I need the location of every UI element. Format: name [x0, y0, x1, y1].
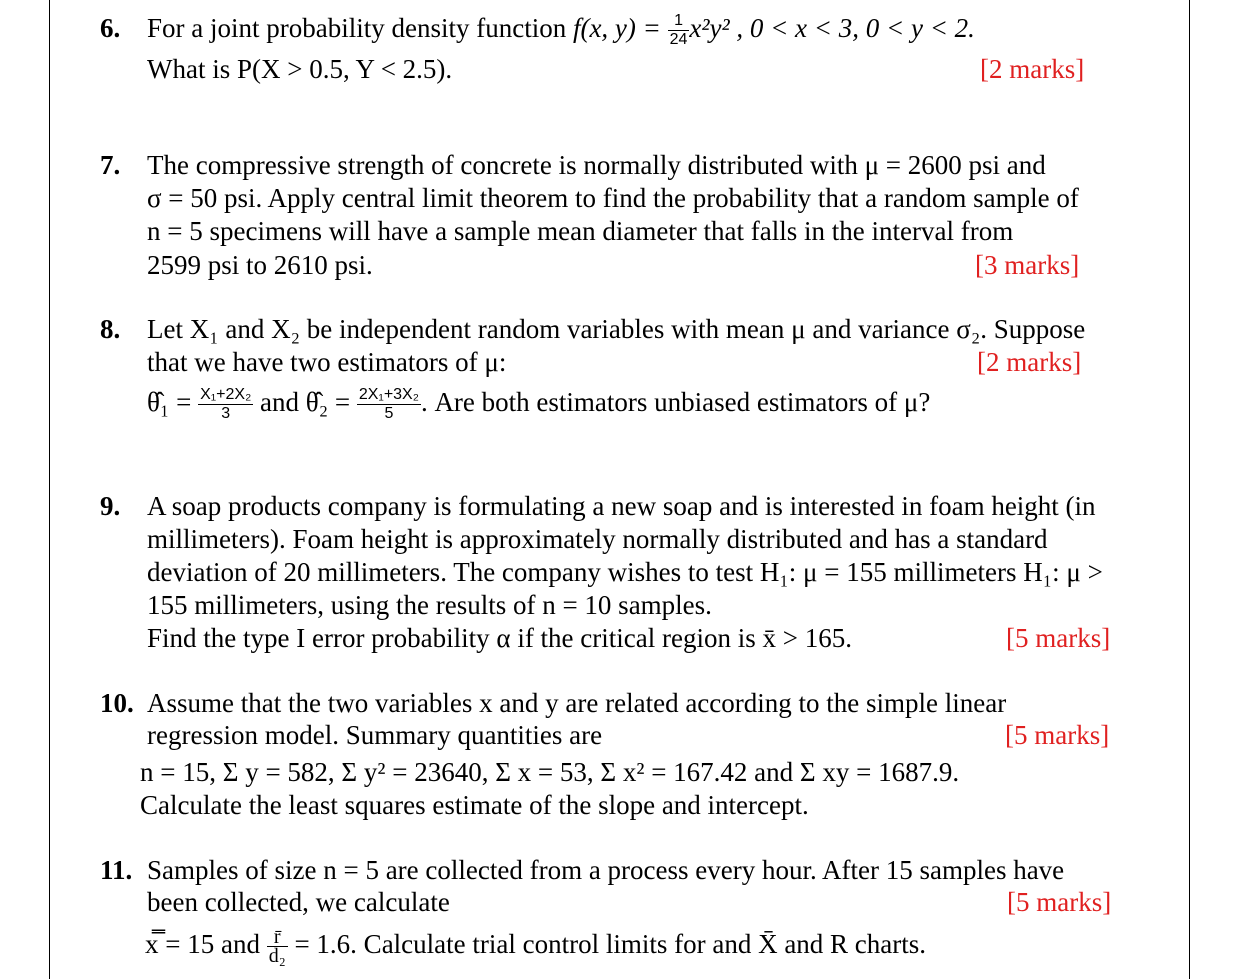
question-line: Samples of size n = 5 are collected from a process every hour. After 15 samples have: [147, 855, 1065, 885]
fraction: $\frac{r̄}{\text{d₂}}$: [268, 926, 286, 968]
question-line: Find the type I error probability α if the critical region is x̄ > 165.: [147, 623, 852, 653]
marks-label: [3 marks]: [975, 250, 1080, 280]
question-line: 2599 psi to 2610 psi.: [147, 250, 373, 280]
question-number: 8.: [100, 314, 121, 344]
question-line: A soap products company is formulating a new soap and is interested in foam height (in: [147, 491, 1096, 521]
fraction: $\frac{\text{2X₁+3X₂}}{5}$: [358, 386, 419, 423]
marks-label: [2 marks]: [980, 54, 1085, 84]
fraction: $\frac{1}{24}$: [669, 12, 688, 49]
question-line: been collected, we calculate: [147, 887, 450, 917]
page-right-border: [1189, 0, 1190, 979]
question-line: σ = 50 psi. Apply central limit theorem to find the probability that a random sample of: [147, 183, 1079, 213]
question-line: that we have two estimators of μ:: [147, 347, 507, 377]
question-line: θ̂₁ = $\frac{\text{X₁+2X₂}}{3}$ and θ̂₂ = $\frac{\text{2X₁+3X₂}}{5}$ . Are both estimators unbiased estimators of μ?: [147, 386, 931, 423]
marks-label: [2 marks]: [977, 347, 1082, 377]
page-left-border: [49, 0, 50, 979]
question-line: What is P(X > 0.5, Y < 2.5).: [147, 54, 453, 84]
question-line: Calculate the least squares estimate of the slope and intercept.: [140, 790, 809, 820]
marks-label: [5 marks]: [1005, 720, 1110, 750]
question-line: For a joint probability density function f(x, y) = $\frac{1}{24}$ x²y² , 0 < x < 3, 0 < y < 2.: [147, 12, 975, 49]
fraction: $\frac{\text{X₁+2X₂}}{3}$: [200, 386, 252, 423]
question-line: n = 5 specimens will have a sample mean diameter that falls in the interval from: [147, 216, 1014, 246]
question-number: 7.: [100, 150, 121, 180]
question-line: Let X₁ and X₂ be independent random variables with mean μ and variance σ₂. Suppose: [147, 314, 1086, 344]
question-number: 10.: [100, 688, 134, 718]
marks-label: [5 marks]: [1006, 623, 1111, 653]
question-line: regression model. Summary quantities are: [147, 720, 603, 750]
question-line: n = 15, Σ y = 582, Σ y² = 23640, Σ x = 53, Σ x² = 167.42 and Σ xy = 1687.9.: [140, 757, 960, 787]
question-line: Assume that the two variables x and y are related according to the simple linear: [147, 688, 1007, 718]
question-number: 6.: [100, 13, 121, 43]
question-line: The compressive strength of concrete is normally distributed with μ = 2600 psi and: [147, 150, 1046, 180]
question-line: deviation of 20 millimeters. The company wishes to test H₁: μ = 155 millimeters H₁: μ >: [147, 557, 1103, 587]
marks-label: [5 marks]: [1007, 887, 1112, 917]
question-line: millimeters). Foam height is approximately normally distributed and has a standard: [147, 524, 1048, 554]
question-line: x̿ = 15 and $\frac{r̄}{\text{d₂}}$ = 1.6. Calculate trial control limits for and X̄ and R charts.: [145, 926, 927, 968]
question-number: 11.: [100, 855, 133, 885]
question-line: 155 millimeters, using the results of n = 10 samples.: [147, 590, 712, 620]
question-number: 9.: [100, 491, 121, 521]
